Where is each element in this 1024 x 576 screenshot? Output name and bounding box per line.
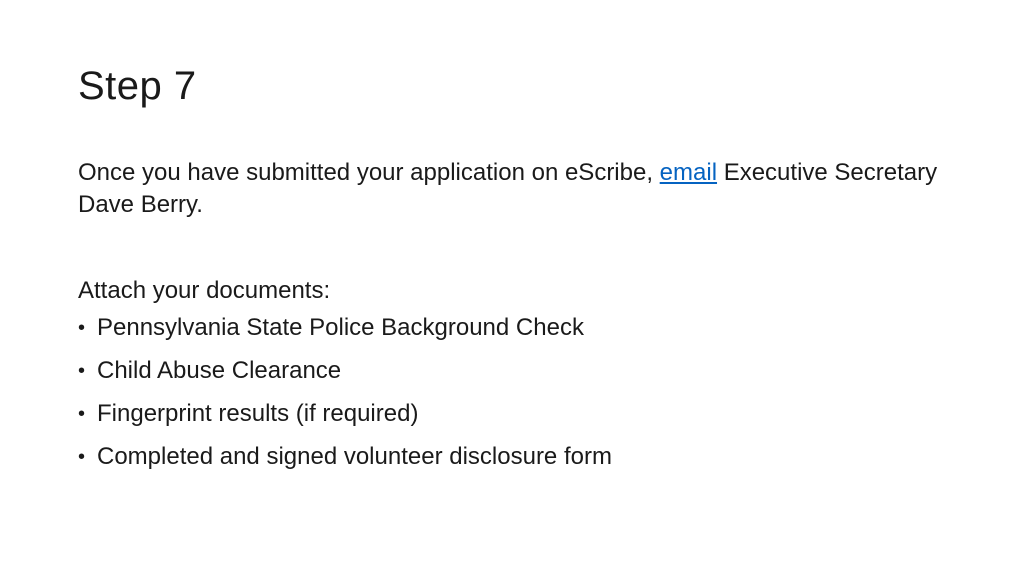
bullet-icon: • <box>78 317 86 339</box>
list-item <box>78 398 958 430</box>
intro-text-before-link: Once you have submitted your application on eScribe, <box>78 159 660 186</box>
attach-documents-heading: Attach your documents: <box>78 277 331 304</box>
document-label: Completed and signed volunteer disclosure form <box>97 443 612 470</box>
document-label: Fingerprint results (if required) <box>97 400 419 427</box>
list-item <box>78 312 958 344</box>
list-item <box>78 441 958 473</box>
email-link[interactable]: email <box>659 159 718 186</box>
bullet-icon: • <box>78 446 86 468</box>
bullet-icon: • <box>78 403 86 425</box>
document-label: Child Abuse Clearance <box>97 357 342 384</box>
list-item <box>78 355 958 387</box>
slide-title: Step 7 <box>78 64 197 108</box>
intro-paragraph <box>78 157 958 221</box>
bullet-icon: • <box>78 360 86 382</box>
documents-list <box>78 312 958 473</box>
slide-body <box>78 157 958 484</box>
document-label: Pennsylvania State Police Background Check <box>97 314 584 341</box>
intro-text-after-link: Executive Secretary Dave Berry. <box>78 159 938 218</box>
